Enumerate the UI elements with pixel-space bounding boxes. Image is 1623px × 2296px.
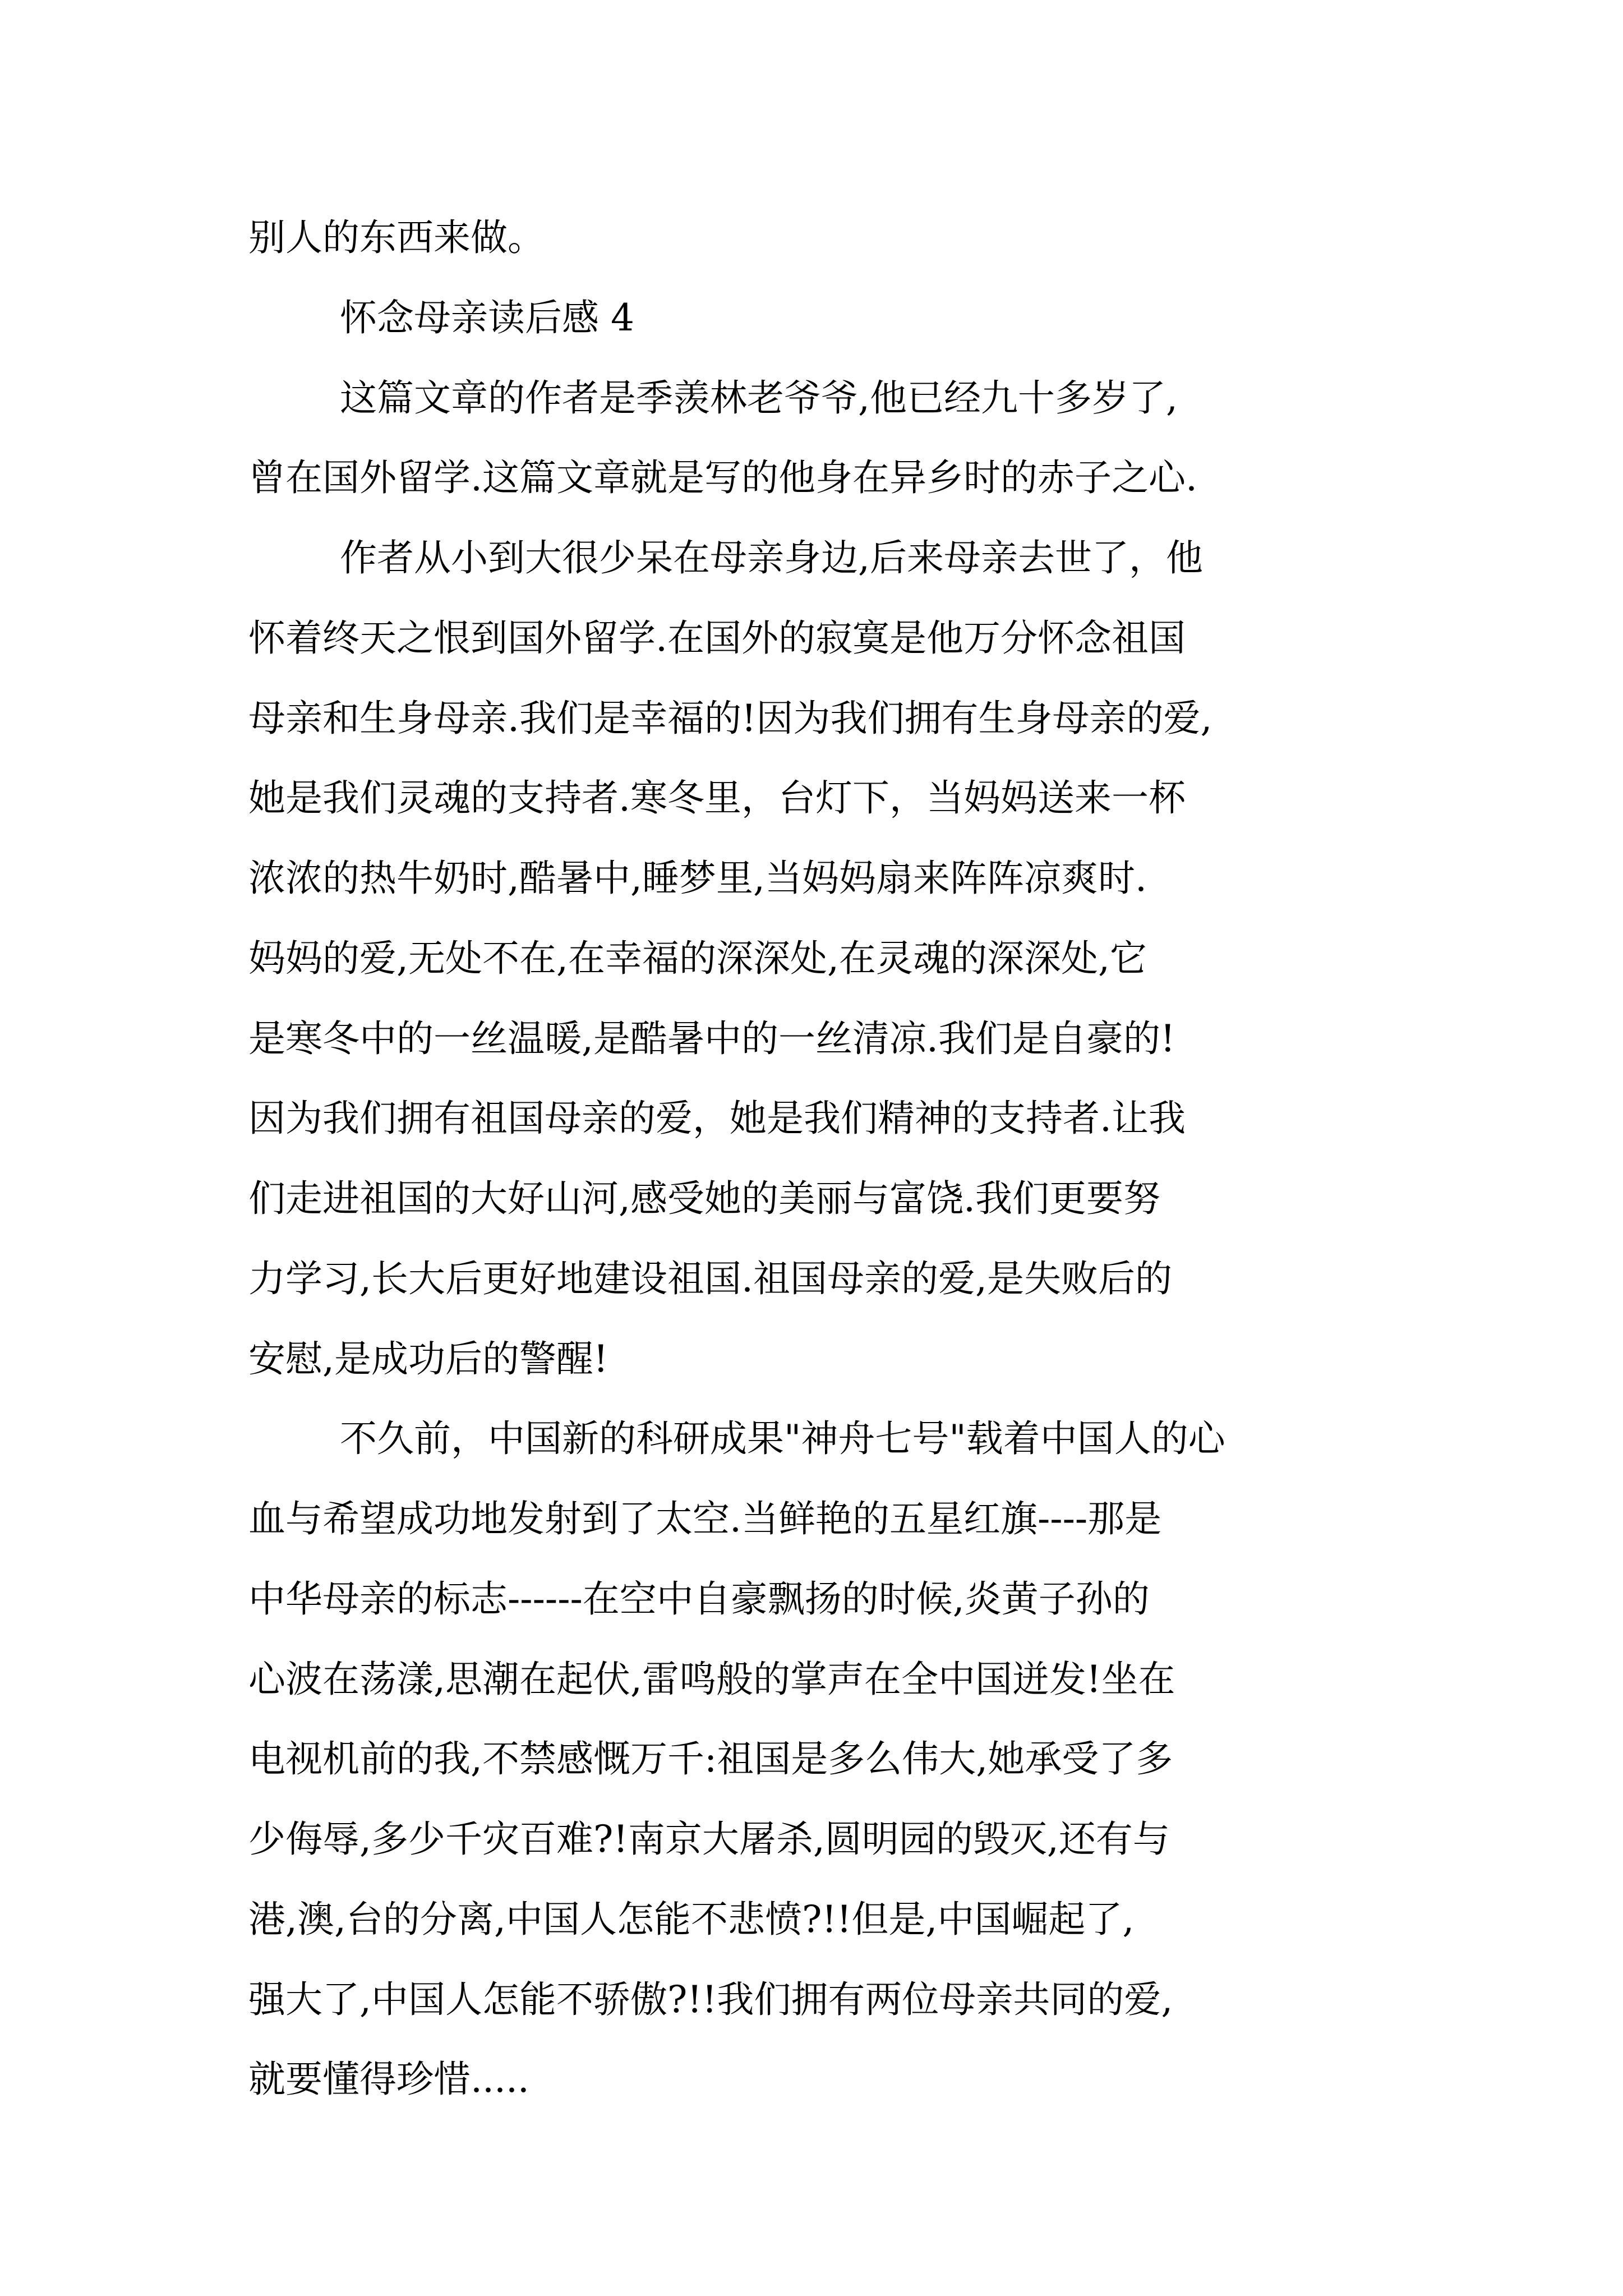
- text-line: 少侮辱,多少千灾百难?!南京大屠杀,圆明园的毁灭,还有与: [248, 1818, 1170, 1861]
- text-line: 安慰,是成功后的警醒!: [248, 1337, 608, 1381]
- text-line: 强大了,中国人怎能不骄傲?!!我们拥有两位母亲共同的爱,: [248, 1978, 1173, 2021]
- heading: 怀念母亲读后感 4: [340, 296, 634, 339]
- text-line: 是寒冬中的一丝温暖,是酷暑中的一丝清凉.我们是自豪的!: [248, 1017, 1175, 1060]
- text-line: 她是我们灵魂的支持者.寒冬里，台灯下，当妈妈送来一杯: [248, 776, 1186, 820]
- text-line: 别人的东西来做。: [248, 216, 545, 259]
- text-line: 怀着终天之恨到国外留学.在国外的寂寞是他万分怀念祖国: [248, 616, 1186, 660]
- text-line: 浓浓的热牛奶时,酷暑中,睡梦里,当妈妈扇来阵阵凉爽时.: [248, 857, 1147, 900]
- text-line: 港,澳,台的分离,中国人怎能不悲愤?!!但是,中国崛起了,: [248, 1898, 1135, 1941]
- text-line: 母亲和生身母亲.我们是幸福的!因为我们拥有生身母亲的爱,: [248, 697, 1212, 740]
- text-line: 就要懂得珍惜.....: [248, 2058, 529, 2101]
- text-line: 作者从小到大很少呆在母亲身边,后来母亲去世了，他: [340, 536, 1203, 579]
- text-line: 心波在荡漾,思潮在起伏,雷鸣般的掌声在全中国迸发!坐在: [248, 1658, 1175, 1701]
- text-line: 力学习,长大后更好地建设祖国.祖国母亲的爱,是失败后的: [248, 1257, 1172, 1300]
- text-line: 因为我们拥有祖国母亲的爱，她是我们精神的支持者.让我: [248, 1097, 1186, 1140]
- text-line: 电视机前的我,不禁感慨万千:祖国是多么伟大,她承受了多: [248, 1737, 1173, 1780]
- text-line: 中华母亲的标志------在空中自豪飘扬的时候,炎黄子孙的: [248, 1577, 1150, 1621]
- text-line: 们走进祖国的大好山河,感受她的美丽与富饶.我们更要努: [248, 1177, 1160, 1220]
- text-line: 血与希望成功地发射到了太空.当鲜艳的五星红旗----那是: [248, 1497, 1162, 1540]
- text-line: 这篇文章的作者是季羡林老爷爷,他已经九十多岁了,: [340, 376, 1178, 420]
- text-line: 曾在国外留学.这篇文章就是写的他身在异乡时的赤子之心.: [248, 456, 1197, 499]
- text-line: 妈妈的爱,无处不在,在幸福的深深处,在灵魂的深深处,它: [248, 937, 1147, 980]
- text-line: 不久前，中国新的科研成果"神舟七号"载着中国人的心: [340, 1417, 1225, 1460]
